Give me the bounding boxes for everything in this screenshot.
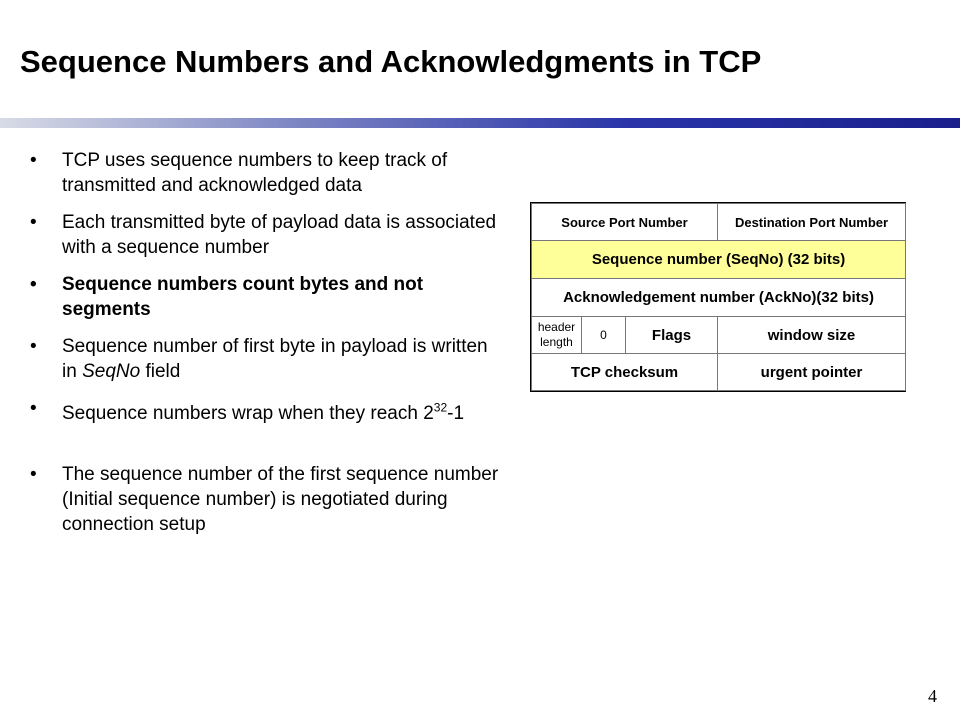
slide-title: Sequence Numbers and Acknowledgments in TCP bbox=[20, 44, 762, 79]
bullet-item bbox=[30, 272, 500, 322]
sequence-number-field: Sequence number (SeqNo) (32 bits) bbox=[532, 241, 906, 279]
bullet-item bbox=[30, 396, 500, 426]
bullet-text-part: -1 bbox=[447, 403, 465, 425]
bullet-text: The sequence number of the first sequence number (Initial sequence number) is negotiated during connection setup bbox=[62, 464, 499, 536]
bullet-list bbox=[30, 148, 500, 549]
bullet-marker: • bbox=[30, 398, 37, 419]
bullet-text bbox=[62, 403, 464, 424]
bullet-text: TCP uses sequence numbers to keep track of transmitted and acknowledged data bbox=[62, 150, 448, 196]
flags-field: Flags bbox=[626, 317, 718, 354]
source-port-field: Source Port Number bbox=[532, 204, 718, 241]
bullet-marker: • bbox=[30, 464, 37, 486]
bullet-item bbox=[30, 334, 500, 384]
bullet-marker: • bbox=[30, 212, 37, 233]
reserved-field: 0 bbox=[582, 317, 626, 354]
bullet-marker: • bbox=[30, 150, 37, 171]
checksum-field: TCP checksum bbox=[532, 354, 718, 391]
tcp-header-diagram bbox=[530, 202, 906, 392]
header-length-field bbox=[532, 317, 582, 354]
bullet-text-part: Sequence numbers wrap when they reach 2 bbox=[62, 403, 434, 425]
bullet-item bbox=[30, 210, 500, 260]
acknowledgement-number-field: Acknowledgement number (AckNo)(32 bits) bbox=[532, 279, 906, 317]
bullet-text-part: Sequence number of first byte in payload is written in bbox=[62, 336, 488, 382]
bullet-marker: • bbox=[30, 336, 37, 357]
window-size-field: window size bbox=[718, 317, 906, 354]
bullet-marker: • bbox=[30, 274, 37, 295]
page-number: 4 bbox=[928, 686, 937, 706]
header-length-line: header bbox=[537, 320, 576, 334]
bullet-text bbox=[62, 336, 488, 382]
urgent-pointer-field: urgent pointer bbox=[718, 354, 906, 391]
destination-port-field: Destination Port Number bbox=[718, 204, 906, 241]
seqno-emphasis: SeqNo bbox=[82, 361, 141, 382]
bullet-text: Each transmitted byte of payload data is associated with a sequence number bbox=[62, 212, 497, 258]
title-underline-bar bbox=[0, 118, 960, 128]
header-length-line: length bbox=[540, 335, 573, 349]
bullet-text-part: field bbox=[140, 361, 181, 382]
exponent: 32 bbox=[433, 401, 448, 415]
bullet-text: Sequence numbers count bytes and not segments bbox=[62, 274, 424, 320]
bullet-item bbox=[30, 462, 500, 537]
bullet-item bbox=[30, 148, 500, 198]
